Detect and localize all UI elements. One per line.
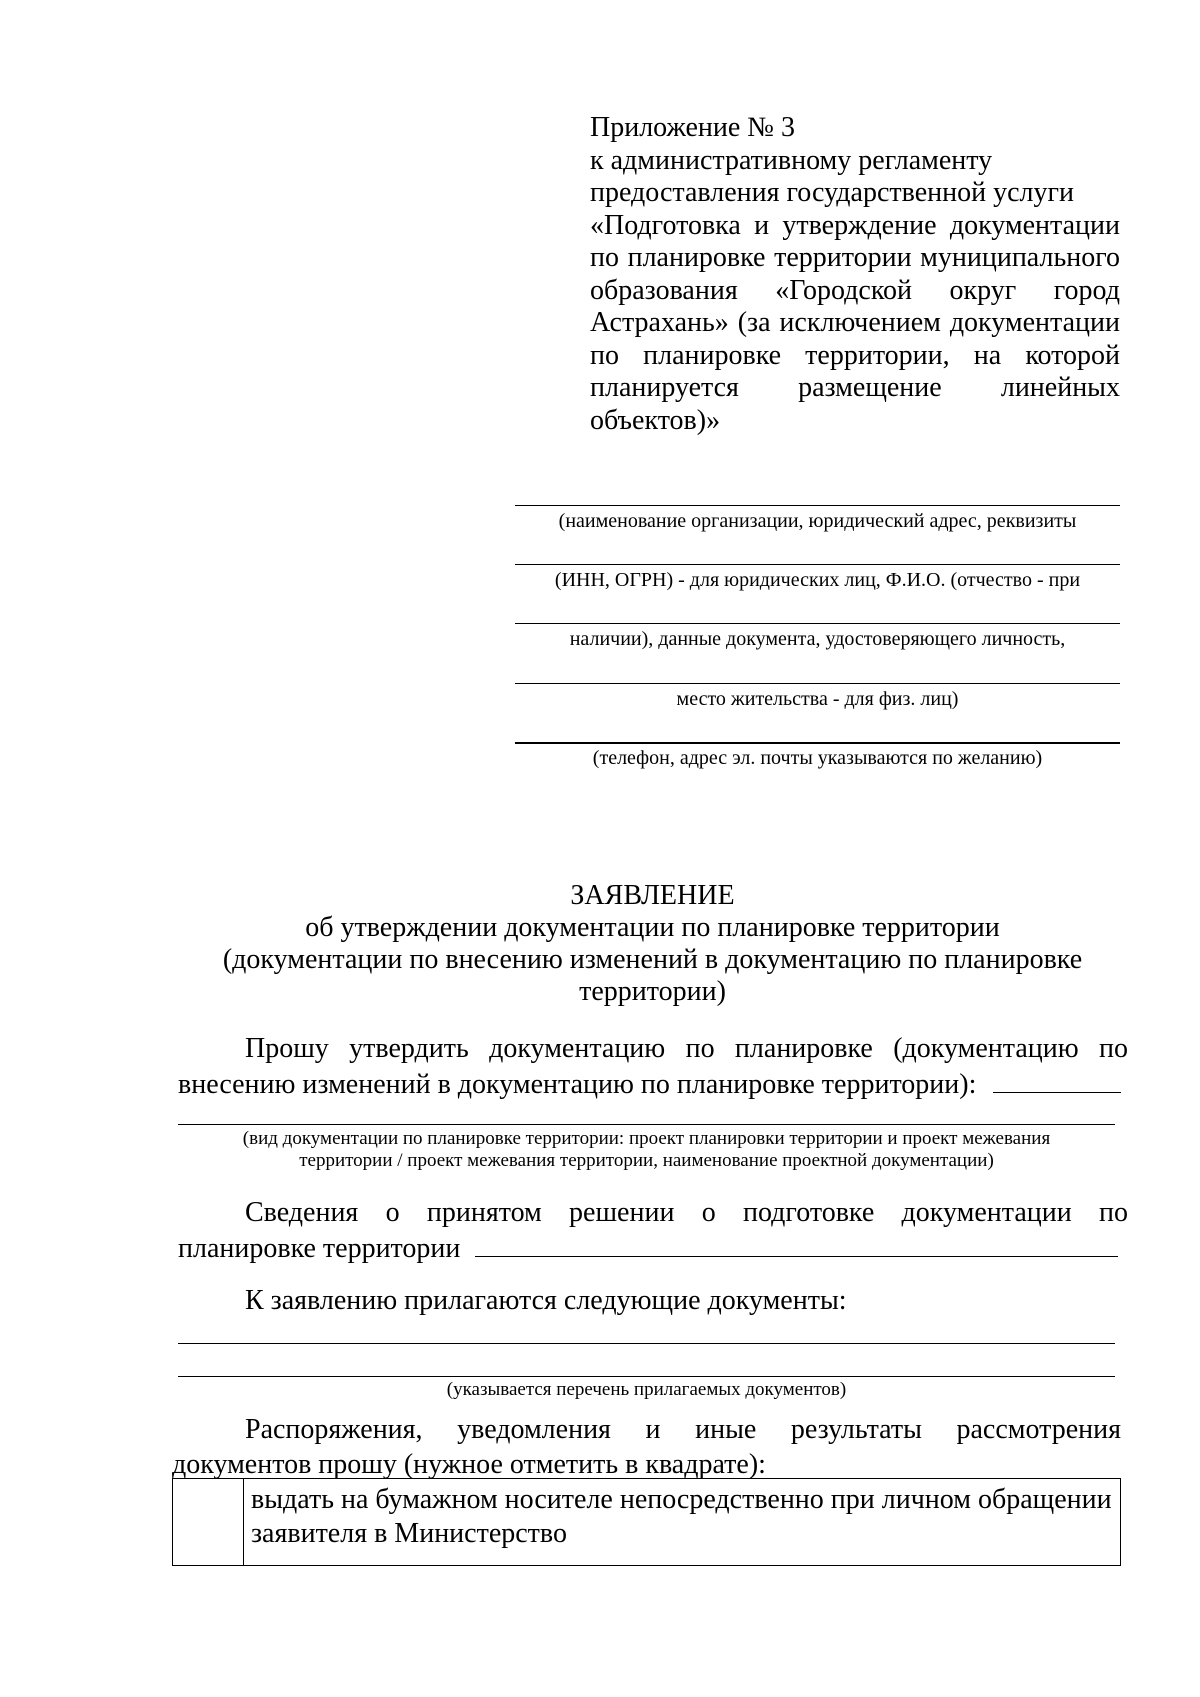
- request-line: внесению изменений в документацию по планировке территории):: [178, 1069, 977, 1100]
- option-line: выдать на бумажном носителе непосредственно при личном обращении: [251, 1484, 1112, 1515]
- option-checkbox[interactable]: [173, 1479, 244, 1566]
- applicant-field-caption: (телефон, адрес эл. почты указываются по желанию): [592, 747, 1043, 769]
- appendix-line: к административному регламенту: [590, 144, 993, 176]
- documentation-type-field[interactable]: [993, 1066, 1121, 1093]
- results-line: Распоряжения, уведомления и иные результаты рассмотрения: [245, 1414, 1121, 1445]
- appendix-number: Приложение № 3: [590, 112, 795, 143]
- appendix-line: «Подготовка и утверждение документации: [590, 209, 1120, 241]
- applicant-field-caption: (наименование организации, юридический адрес, реквизиты: [558, 510, 1077, 532]
- applicant-field-line[interactable]: [515, 564, 1120, 565]
- appendix-line: образования «Городской округ город: [590, 274, 1120, 306]
- appendix-line: по планировке территории, на которой: [590, 339, 1120, 371]
- table-row: [173, 1479, 1121, 1566]
- request-line: Прошу утвердить документацию по планировке (документацию по: [245, 1033, 1128, 1064]
- appendix-line: предоставления государственной услуги: [590, 177, 1074, 208]
- decision-line: Сведения о принятом решении о подготовке документации по: [245, 1197, 1128, 1228]
- statement-subtitle: (документации по внесению изменений в документацию по планировке: [222, 944, 1083, 975]
- results-paragraph: [172, 1412, 1121, 1482]
- appendix-line: по планировке территории муниципального: [590, 242, 1120, 273]
- appendix-line: планируется размещение линейных: [590, 372, 1120, 403]
- request-paragraph: [178, 1031, 1128, 1102]
- applicant-field-line[interactable]: [515, 742, 1120, 744]
- applicant-field-caption: наличии), данные документа, удостоверяющего личность,: [569, 628, 1066, 650]
- statement-subtitle: об утверждении документации по планировке территории: [305, 912, 1000, 943]
- statement-title: ЗАЯВЛЕНИЕ: [570, 880, 735, 911]
- option-text: [244, 1479, 1121, 1566]
- applicant-field-caption: место жительства - для физ. лиц): [676, 688, 959, 710]
- attachments-label: К заявлению прилагаются следующие документы:: [245, 1285, 847, 1316]
- appendix-line: объектов)»: [590, 404, 721, 436]
- documentation-hint: территории / проект межевания территории, наименование проектной документации): [299, 1150, 994, 1171]
- decision-info-field[interactable]: [475, 1230, 1118, 1257]
- appendix-header: [590, 112, 1120, 437]
- result-options-table: [172, 1478, 1121, 1566]
- attachments-hint: (указывается перечень прилагаемых документов): [446, 1379, 847, 1400]
- applicant-field-caption: (ИНН, ОГРН) - для юридических лиц, Ф.И.О. (отчество - при: [554, 569, 1081, 591]
- documentation-name-line[interactable]: [178, 1124, 1115, 1125]
- applicant-field-line[interactable]: [515, 505, 1120, 506]
- documentation-hint: (вид документации по планировке территории: проект планировки территории и проект межевания: [242, 1128, 1051, 1149]
- attachments-line[interactable]: [178, 1376, 1115, 1377]
- results-line: документов прошу (нужное отметить в квадрате):: [172, 1449, 766, 1480]
- attachments-line[interactable]: [178, 1343, 1115, 1344]
- appendix-line: Астрахань» (за исключением документации: [590, 307, 1120, 338]
- statement-subtitle: территории): [579, 976, 726, 1007]
- decision-line: планировке территории: [178, 1233, 461, 1264]
- applicant-field-line[interactable]: [515, 683, 1120, 684]
- applicant-field-line[interactable]: [515, 623, 1120, 624]
- decision-paragraph: [178, 1195, 1128, 1266]
- option-line: заявителя в Министерство: [251, 1518, 567, 1549]
